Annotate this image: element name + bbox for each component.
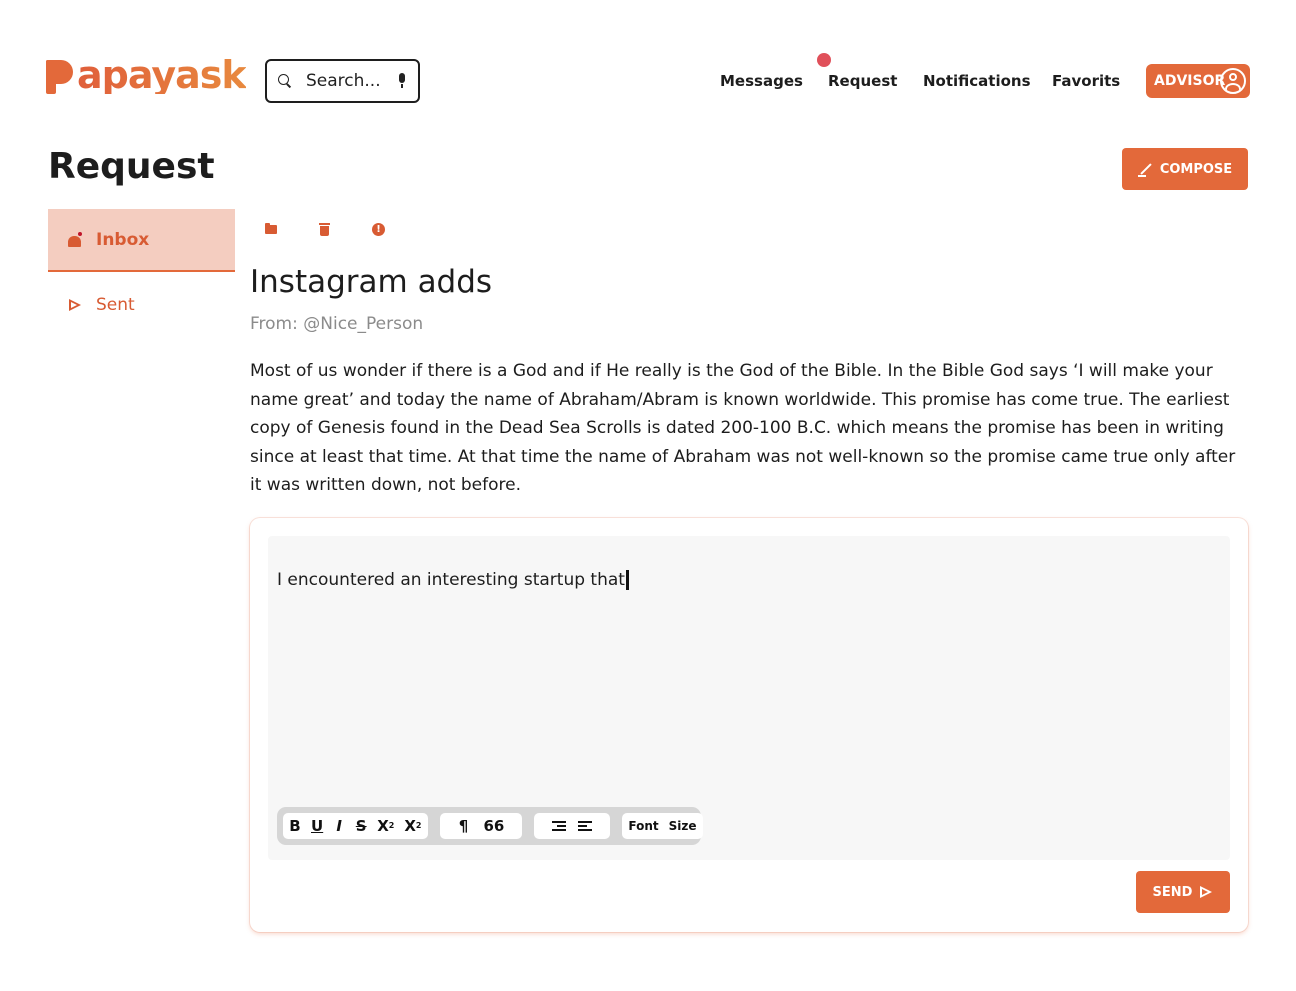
size-button[interactable]: Size xyxy=(668,819,697,833)
page-title: Request xyxy=(48,146,215,187)
inbox-icon xyxy=(68,233,82,247)
sidebar-item-label: Inbox xyxy=(96,229,150,250)
user-avatar-icon xyxy=(1220,68,1246,94)
send-icon xyxy=(68,298,82,312)
message-sender: From: @Nice_Person xyxy=(250,314,424,334)
send-icon xyxy=(1200,886,1213,898)
subscript-button[interactable]: X 2 xyxy=(377,816,395,835)
paragraph-button[interactable]: ¶ xyxy=(458,816,469,835)
advisor-label: ADVISOR xyxy=(1154,73,1226,89)
superscript-button[interactable]: X 2 xyxy=(404,816,422,835)
trash-icon[interactable] xyxy=(317,222,331,236)
reply-editor[interactable] xyxy=(268,536,1230,860)
compose-label: COMPOSE xyxy=(1159,161,1233,177)
font-button[interactable]: Font xyxy=(628,819,659,833)
message-subject: Instagram adds xyxy=(250,264,493,300)
sidebar-item-sent[interactable] xyxy=(48,288,235,322)
alignment-group xyxy=(534,813,610,839)
request-notification-dot xyxy=(817,53,831,67)
send-label: SEND xyxy=(1152,884,1193,900)
strikethrough-button[interactable]: S xyxy=(355,816,367,835)
font-group xyxy=(622,813,702,839)
pencil-icon xyxy=(1138,162,1152,176)
sidebar-item-label: Sent xyxy=(96,295,135,315)
logo-mark xyxy=(46,56,73,94)
bold-button[interactable]: B xyxy=(289,816,301,835)
formatting-toolbar xyxy=(277,807,701,845)
quote-button[interactable]: 66 xyxy=(483,816,505,835)
align-left-icon[interactable] xyxy=(578,821,592,831)
indent-icon[interactable] xyxy=(552,821,566,831)
logo-text: apayask xyxy=(77,53,246,97)
send-button[interactable] xyxy=(1136,871,1230,913)
reply-text-field[interactable] xyxy=(277,570,629,590)
folder-icon[interactable] xyxy=(264,222,278,236)
sidebar-item-inbox[interactable] xyxy=(48,209,235,272)
microphone-icon[interactable] xyxy=(397,73,407,89)
text-style-group xyxy=(283,813,428,839)
underline-button[interactable]: U xyxy=(311,816,324,835)
text-caret xyxy=(626,570,629,590)
block-group xyxy=(440,813,523,839)
reply-card xyxy=(250,518,1248,932)
alert-icon[interactable] xyxy=(371,222,385,236)
nav-notifications[interactable]: Notifications xyxy=(923,72,1031,90)
search-icon xyxy=(278,74,292,88)
nav-favorits[interactable]: Favorits xyxy=(1052,72,1121,90)
search-input[interactable] xyxy=(265,59,420,103)
search-placeholder[interactable]: Search... xyxy=(306,71,381,91)
compose-button[interactable] xyxy=(1122,148,1248,190)
papayask-logo[interactable] xyxy=(46,53,246,97)
italic-button[interactable]: I xyxy=(336,816,342,835)
reply-text: I encountered an interesting startup that xyxy=(277,570,625,590)
nav-messages[interactable]: Messages xyxy=(720,72,803,90)
message-body: Most of us wonder if there is a God and if He really is the God of the Bible. In the Bible God says ‘I will make your name great’ and today the name of Abraham/Abram is known worldwide. This promise has come true. The earliest copy of Genesis found in the Dead Sea Scrolls is dated 200-100 B.C. which means the promise has been in writing since at least that time. At that time the name of Abraham was not well-known so the promise came true only after it was written down, not before. xyxy=(250,361,1236,495)
advisor-button[interactable] xyxy=(1146,64,1250,98)
nav-request[interactable]: Request xyxy=(828,72,898,90)
